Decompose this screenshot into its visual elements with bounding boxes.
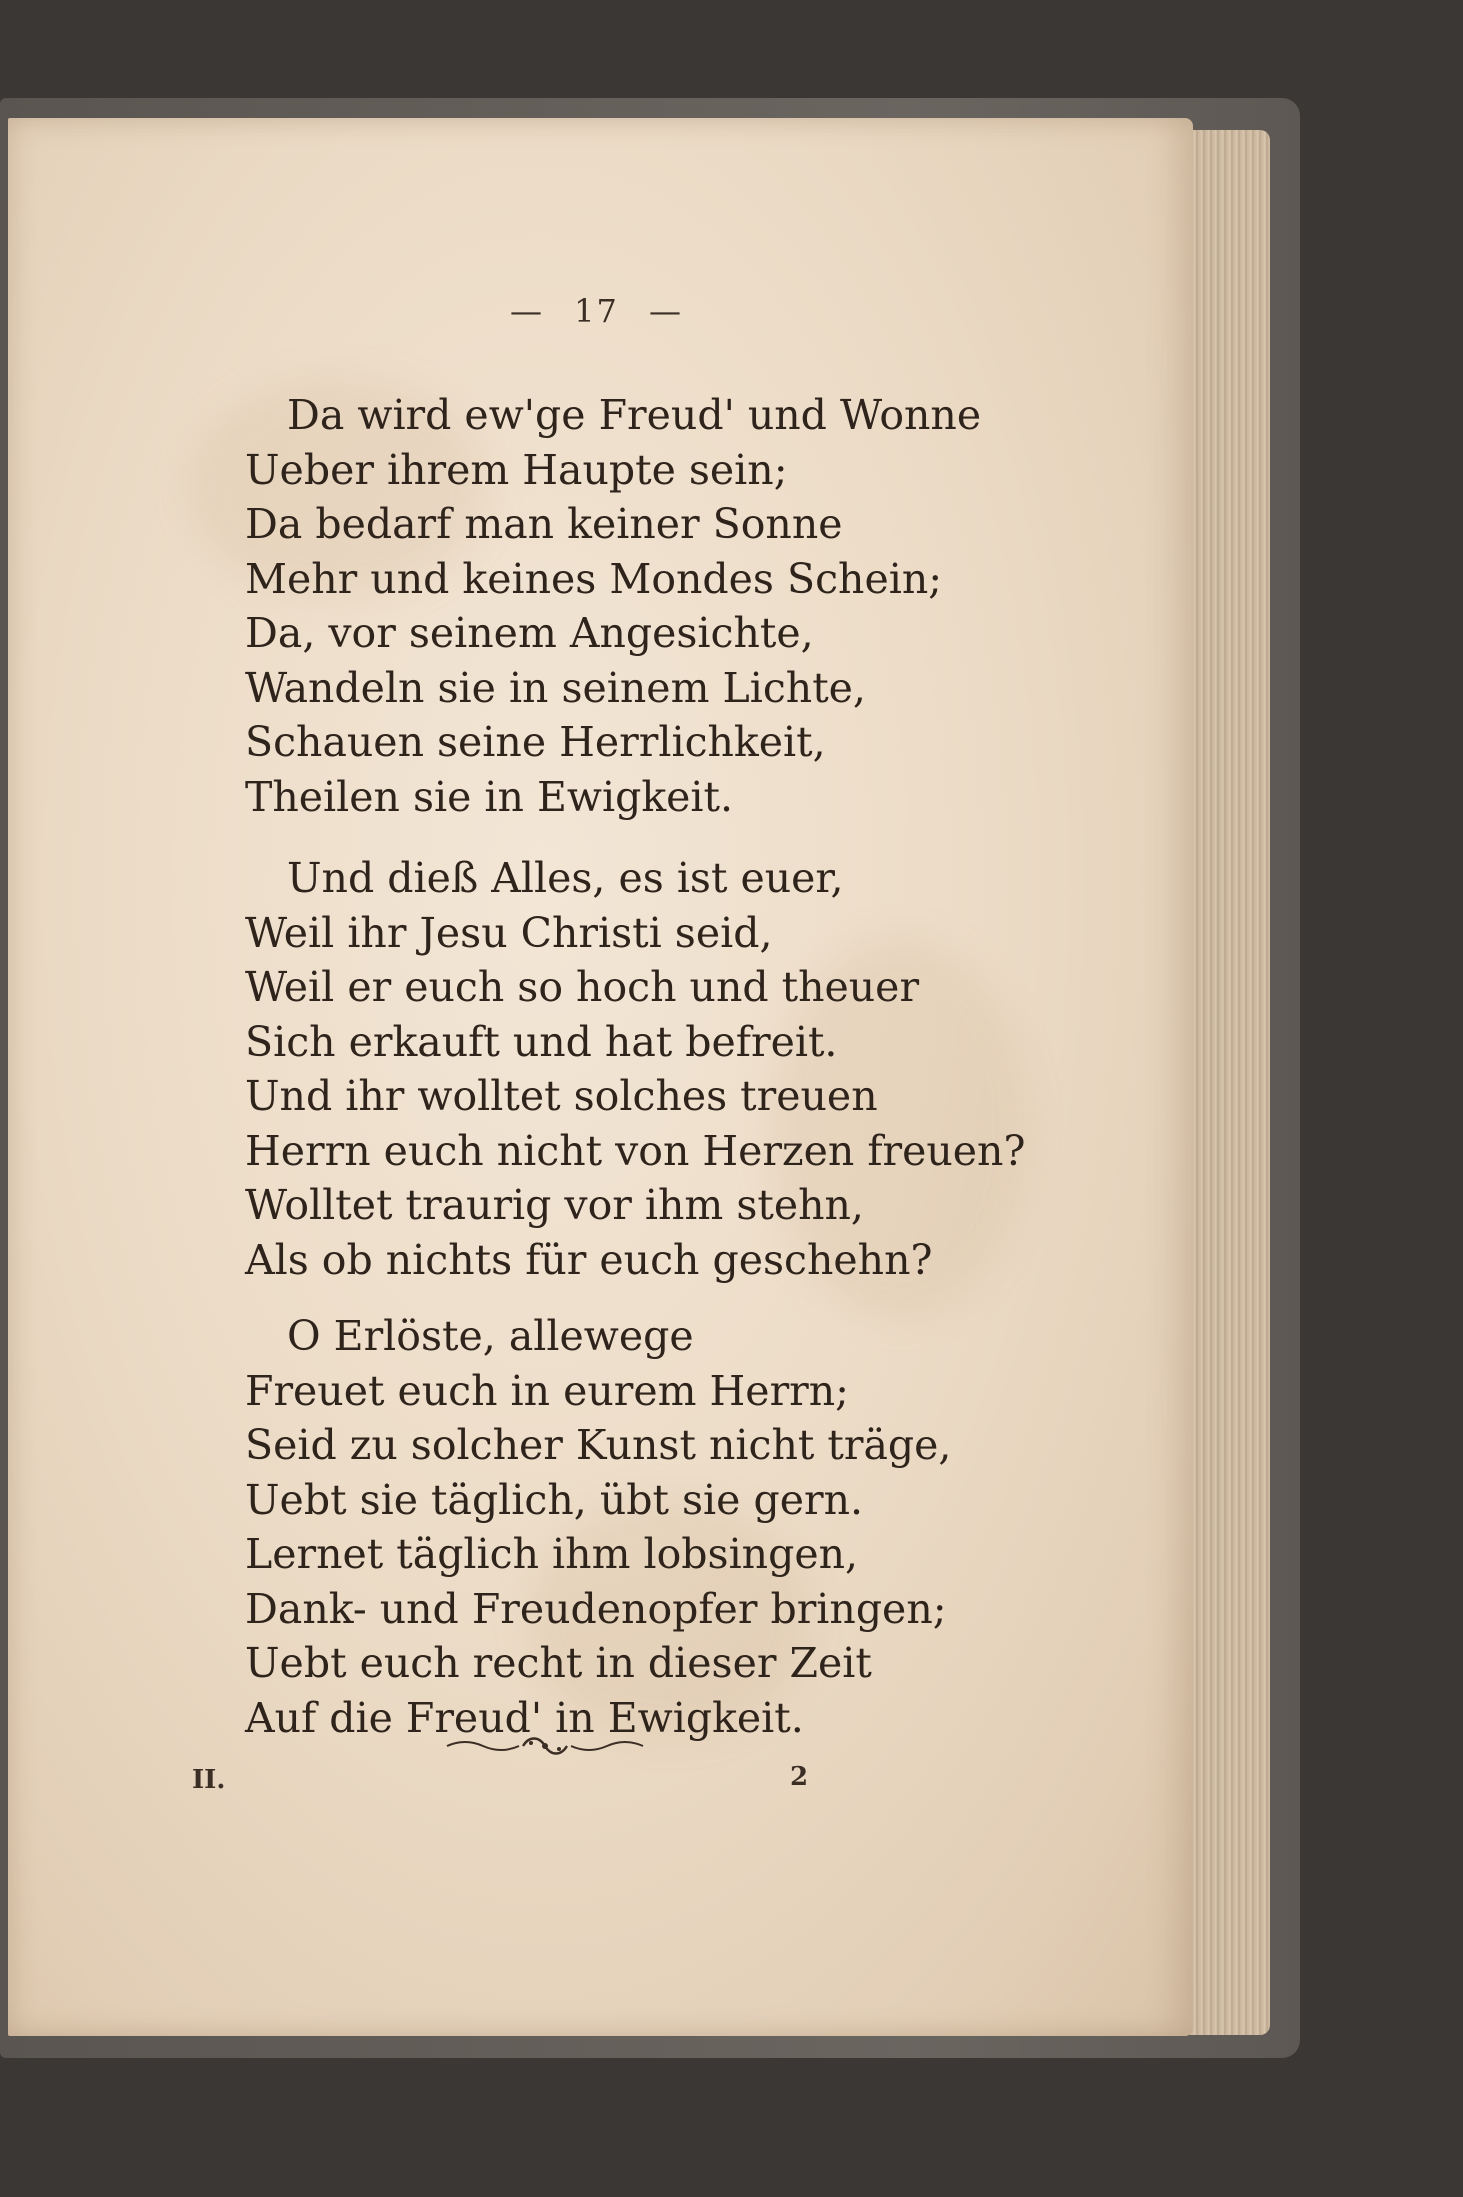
signature-mark: II. xyxy=(192,1765,226,1795)
poem-line: Schauen seine Herrlichkeit, xyxy=(245,718,826,766)
poem-line: Herrn euch nicht von Herzen freuen? xyxy=(245,1126,1026,1175)
poem-line: Als ob nichts für euch geschehn? xyxy=(245,1235,933,1284)
header-dash-left: — xyxy=(509,292,544,330)
poem-line: Lernet täglich ihm lobsingen, xyxy=(245,1530,859,1578)
poem-line: Seid zu solcher Kunst nicht träge, xyxy=(245,1421,952,1469)
poem-line: O Erlöste, allewege xyxy=(287,1312,694,1360)
poem-line: Uebt sie täglich, übt sie gern. xyxy=(245,1475,864,1524)
poem-line: Dank- und Freudenopfer bringen; xyxy=(245,1584,947,1633)
page-header xyxy=(0,292,1193,330)
poem-line: Da bedarf man keiner Sonne xyxy=(245,500,843,548)
poem-line: Wolltet traurig vor ihm stehn, xyxy=(245,1181,864,1229)
poem-line: Theilen sie in Ewigkeit. xyxy=(245,772,734,821)
poem-line: Da wird ew'ge Freud' und Wonne xyxy=(287,391,982,439)
sheet-number: 2 xyxy=(790,1762,809,1792)
header-dash-right: — xyxy=(649,292,684,330)
stanza-3 xyxy=(245,1309,965,1745)
poem-line: Weil er euch so hoch und theuer xyxy=(245,963,920,1011)
poem-line: Und dieß Alles, es ist euer, xyxy=(287,854,844,902)
poem-line: Mehr und keines Mondes Schein; xyxy=(245,554,943,603)
poem-line: Auf die Freud' in Ewigkeit. xyxy=(245,1693,804,1742)
stanza-1 xyxy=(245,388,982,824)
poem-line: Da, vor seinem Angesichte, xyxy=(245,609,814,657)
stanza-2 xyxy=(245,851,1026,1287)
poem-line: Ueber ihrem Haupte sein; xyxy=(245,445,788,494)
poem-line: Freuet euch in eurem Herrn; xyxy=(245,1366,849,1415)
ornament-icon xyxy=(445,1734,645,1758)
poem-line: Weil ihr Jesu Christi seid, xyxy=(245,908,773,957)
poem-line: Uebt euch recht in dieser Zeit xyxy=(245,1639,872,1687)
page-edges xyxy=(1185,130,1270,2035)
poem-line: Sich erkauft und hat befreit. xyxy=(245,1017,838,1066)
poem-line: Wandeln sie in seinem Lichte, xyxy=(245,663,866,712)
page-number: 17 xyxy=(574,292,619,330)
poem-line: Und ihr wolltet solches treuen xyxy=(245,1072,878,1120)
